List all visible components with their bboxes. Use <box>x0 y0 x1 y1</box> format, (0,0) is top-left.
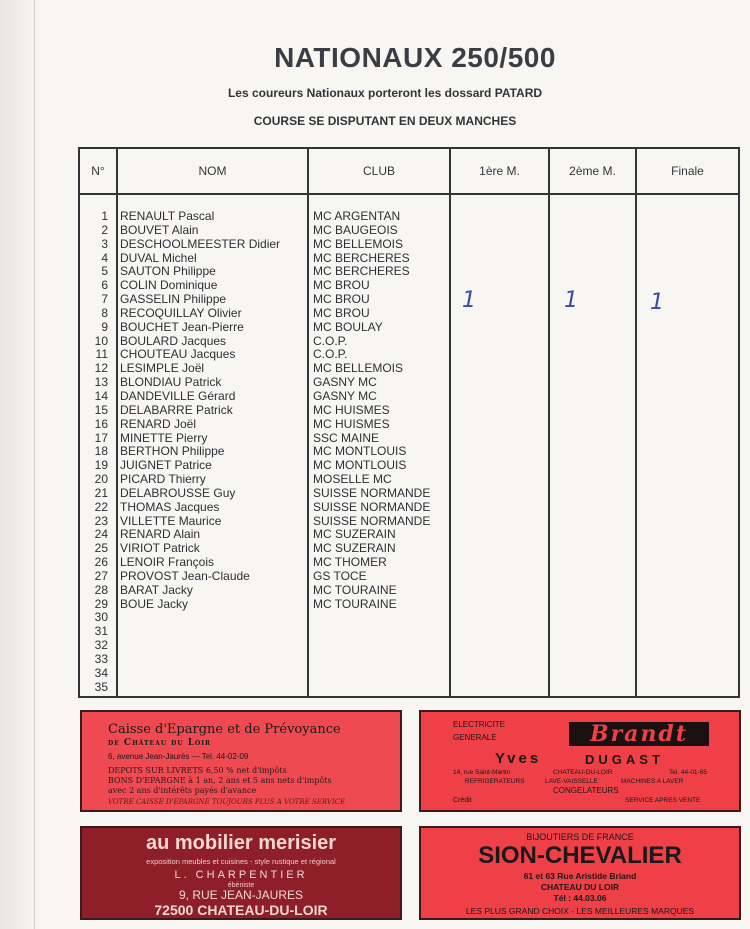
ad-caisse-epargne <box>80 710 402 812</box>
rider-number: 5 <box>101 264 108 279</box>
ad-mobilier-owner: L. CHARPENTIER <box>174 869 308 881</box>
rider-name: BARAT Jacky <box>120 582 193 597</box>
rider-club: MC BELLEMOIS <box>313 236 404 251</box>
ad-sion-top: BIJOUTIERS DE FRANCE <box>526 832 634 842</box>
rider-name: COLIN Dominique <box>120 278 218 293</box>
col-header-number: N° <box>91 164 105 178</box>
column-rule <box>635 149 637 696</box>
ad-brandt-dugast <box>419 710 741 812</box>
rider-club: SSC MAINE <box>313 430 380 445</box>
rider-club: MC BROU <box>313 278 370 293</box>
ad-mobilier-address: 9, RUE JEAN-JAURES <box>178 888 304 902</box>
rider-name: LESIMPLE Joël <box>120 361 205 376</box>
rider-club: MC HUISMES <box>313 416 390 431</box>
rider-number: 1 <box>101 209 108 223</box>
ad-sion-name: SION-CHEVALIER <box>478 842 682 869</box>
ad-brandt-tel: Tel. 44-01-65 <box>669 769 707 776</box>
rider-number: 30 <box>94 610 108 625</box>
rider-name: DESCHOOLMEESTER Didier <box>120 236 281 251</box>
rider-number: 12 <box>94 361 108 376</box>
rider-club-column <box>313 210 451 611</box>
ad-brandt-city: CHATEAU-DU-LOIR <box>553 769 613 776</box>
rider-club: MC MONTLOUIS <box>313 444 407 459</box>
rider-name: RENARD Joël <box>120 416 197 431</box>
page-fold-line <box>34 0 35 929</box>
rider-name: DELABROUSSE Guy <box>120 485 236 500</box>
rider-name: RENAULT Pascal <box>120 209 215 223</box>
ad-brandt-credit: Crédit <box>453 797 472 804</box>
race-format: COURSE SE DISPUTANT EN DEUX MANCHES <box>253 114 517 128</box>
rider-number-column <box>84 210 110 695</box>
rider-number: 28 <box>94 582 108 597</box>
rider-club: SUISSE NORMANDE <box>313 499 431 514</box>
rider-number: 11 <box>95 347 108 362</box>
ad-brandt-item-congelateurs: CONGELATEURS <box>553 786 619 795</box>
rider-club: MC BROU <box>313 305 370 320</box>
rider-name: LENOIR François <box>120 555 215 570</box>
rider-club: SUISSE NORMANDE <box>313 485 431 500</box>
rider-name: RENARD Alain <box>120 527 201 542</box>
rider-number: 35 <box>94 679 108 694</box>
rider-name: BLONDIAU Patrick <box>120 375 222 390</box>
rider-club: MC TOURAINE <box>313 596 397 611</box>
rider-number: 33 <box>94 652 108 666</box>
rider-club: MC HUISMES <box>313 402 390 417</box>
ad-brandt-item-machines: MACHINES A LAVER <box>621 778 684 785</box>
rider-number: 24 <box>94 527 108 542</box>
column-rule <box>116 149 118 696</box>
rider-club: C.O.P. <box>313 333 348 348</box>
rider-number: 3 <box>101 236 108 251</box>
handwritten-mark-finale: 1 <box>650 290 664 315</box>
rider-name: VILLETTE Maurice <box>120 513 222 528</box>
rider-number: 25 <box>94 541 108 556</box>
rider-number: 7 <box>101 292 108 307</box>
ad-sion-city: CHATEAU DU LOIR <box>540 882 620 892</box>
ad-caisse-place: de Château du Loir <box>108 738 212 748</box>
page-fold-shadow <box>0 0 42 929</box>
rider-club: C.O.P. <box>313 347 348 362</box>
handwritten-mark-manche1: 1 <box>462 288 476 313</box>
ad-caisse-line4: VOTRE CAISSE D'EPARGNE TOUJOURS PLUS A VOTRE SERVICE <box>108 798 346 806</box>
column-rule <box>548 149 550 696</box>
rider-number: 2 <box>101 222 108 237</box>
rider-club: MOSELLE MC <box>313 472 392 487</box>
rider-club: GS TOCE <box>313 568 367 583</box>
rider-number: 18 <box>94 444 108 459</box>
col-header-name: NOM <box>198 164 227 178</box>
rider-number: 17 <box>94 430 108 445</box>
rider-club: MC BELLEMOIS <box>313 361 404 376</box>
ad-brandt-address: 14, rue Saint-Martin <box>453 769 511 776</box>
rider-name: BOULARD Jacques <box>120 333 227 348</box>
rider-name: RECOQUILLAY Olivier <box>120 305 242 320</box>
rider-number: 13 <box>94 375 108 390</box>
rider-name: DELABARRE Patrick <box>120 402 233 417</box>
ad-caisse-name: Caisse d'Epargne et de Prévoyance <box>108 722 341 737</box>
rider-number: 9 <box>101 319 108 334</box>
rider-number: 19 <box>94 458 108 473</box>
ad-brandt-logo: Brandt <box>569 722 709 746</box>
ad-caisse-line1: DEPOTS SUR LIVRETS 6,50 % net d'impôts <box>108 766 287 775</box>
rider-club: MC BERCHERES <box>313 264 410 279</box>
rider-club: MC BERCHERES <box>313 250 410 265</box>
rider-name: MINETTE Pierry <box>120 430 208 445</box>
rider-club: MC SUZERAIN <box>313 527 396 542</box>
ad-mobilier-merisier <box>80 826 402 920</box>
col-header-manche1: 1ère M. <box>479 164 520 178</box>
rider-club: MC BAUGEOIS <box>313 222 398 237</box>
rider-club: GASNY MC <box>313 388 377 403</box>
rider-name: DANDEVILLE Gérard <box>120 388 236 403</box>
ad-mobilier-tagline: exposition meubles et cuisines - style rustique et régional <box>146 857 336 866</box>
rider-number: 29 <box>94 596 108 611</box>
page-subtitle: Les coureurs Nationaux porteront les dossard PATARD <box>227 86 543 100</box>
ad-brandt-item-lave-vaisselle: LAVE-VAISSELLE <box>545 778 598 785</box>
rider-number: 31 <box>94 624 108 639</box>
ad-brandt-generale: GENERALE <box>453 733 497 742</box>
rider-name: PROVOST Jean-Claude <box>120 568 250 583</box>
ad-brandt-electricite: ELECTRICITE <box>453 720 506 729</box>
rider-name: VIRIOT Patrick <box>120 541 200 556</box>
column-rule <box>307 149 309 696</box>
ad-mobilier-name: au mobilier merisier <box>145 832 337 854</box>
rider-name: PICARD Thierry <box>120 472 206 487</box>
rider-club: GASNY MC <box>313 375 377 390</box>
rider-number: 16 <box>94 416 108 431</box>
col-header-finale: Finale <box>671 164 704 178</box>
rider-club: MC BOULAY <box>313 319 383 334</box>
ad-brandt-item-refrigerateurs: REFRIGERATEURS <box>465 778 525 785</box>
rider-club: MC MONTLOUIS <box>313 458 407 473</box>
rider-number: 34 <box>94 665 108 680</box>
ad-sion-chevalier <box>419 826 741 920</box>
rider-name: BOUCHET Jean-Pierre <box>120 319 244 334</box>
ad-caisse-line3: avec 2 ans d'intérêts payés d'avance <box>108 786 257 795</box>
rider-number: 26 <box>94 555 108 570</box>
ad-sion-tel: Tél : 44.03.06 <box>553 893 607 903</box>
rider-number: 8 <box>101 305 108 320</box>
rider-name: GASSELIN Philippe <box>120 292 227 307</box>
ad-brandt-owner-last: DUGAST <box>585 752 664 767</box>
rider-number: 22 <box>94 499 108 514</box>
ad-sion-address: 61 et 63 Rue Aristide Briand <box>523 871 637 881</box>
rider-club: MC SUZERAIN <box>313 541 396 556</box>
rider-name: BOUE Jacky <box>120 596 189 611</box>
ad-brandt-service: SERVICE APRES VENTE <box>625 797 701 804</box>
rider-number: 20 <box>94 472 108 487</box>
rider-name: JUIGNET Patrice <box>120 458 212 473</box>
ad-mobilier-city: 72500 CHATEAU-DU-LOIR <box>154 902 328 918</box>
rider-number: 10 <box>94 333 108 348</box>
ad-sion-slogan: LES PLUS GRAND CHOIX - LES MEILLEURES MARQUES <box>465 906 695 916</box>
rider-number: 21 <box>94 485 108 500</box>
ad-caisse-line2: BONS D'EPARGNE à 1 an, 2 ans et 5 ans nets d'impôts <box>108 776 332 785</box>
header-rule <box>80 193 738 195</box>
rider-name: CHOUTEAU Jacques <box>120 347 236 362</box>
rider-number: 27 <box>94 568 108 583</box>
rider-name: SAUTON Philippe <box>120 264 216 279</box>
col-header-manche2: 2ème M. <box>569 164 616 178</box>
rider-club: MC BROU <box>313 292 370 307</box>
handwritten-mark-manche2: 1 <box>564 288 578 313</box>
rider-club: MC ARGENTAN <box>313 209 401 223</box>
rider-number: 4 <box>101 250 108 265</box>
rider-number: 32 <box>94 638 108 653</box>
rider-number: 15 <box>94 402 108 417</box>
rider-name-column <box>120 210 306 611</box>
page-title: NATIONAUX 250/500 <box>274 42 556 73</box>
rider-name: BOUVET Alain <box>120 222 199 237</box>
ad-mobilier-trade: ébéniste <box>227 882 255 889</box>
rider-number: 14 <box>94 388 108 403</box>
rider-number: 6 <box>101 278 108 293</box>
rider-name: THOMAS Jacques <box>120 499 220 514</box>
ad-brandt-owner-first: Yves <box>495 750 542 767</box>
rider-club: MC TOURAINE <box>313 582 397 597</box>
rider-club: MC THOMER <box>313 555 387 570</box>
rider-number: 23 <box>94 513 108 528</box>
rider-name: DUVAL Michel <box>120 250 197 265</box>
rider-name: BERTHON Philippe <box>120 444 225 459</box>
col-header-club: CLUB <box>362 164 395 178</box>
rider-club: SUISSE NORMANDE <box>313 513 431 528</box>
ad-caisse-address: 6, avenue Jean-Jaurès — Tel. 44-02-09 <box>108 752 249 761</box>
